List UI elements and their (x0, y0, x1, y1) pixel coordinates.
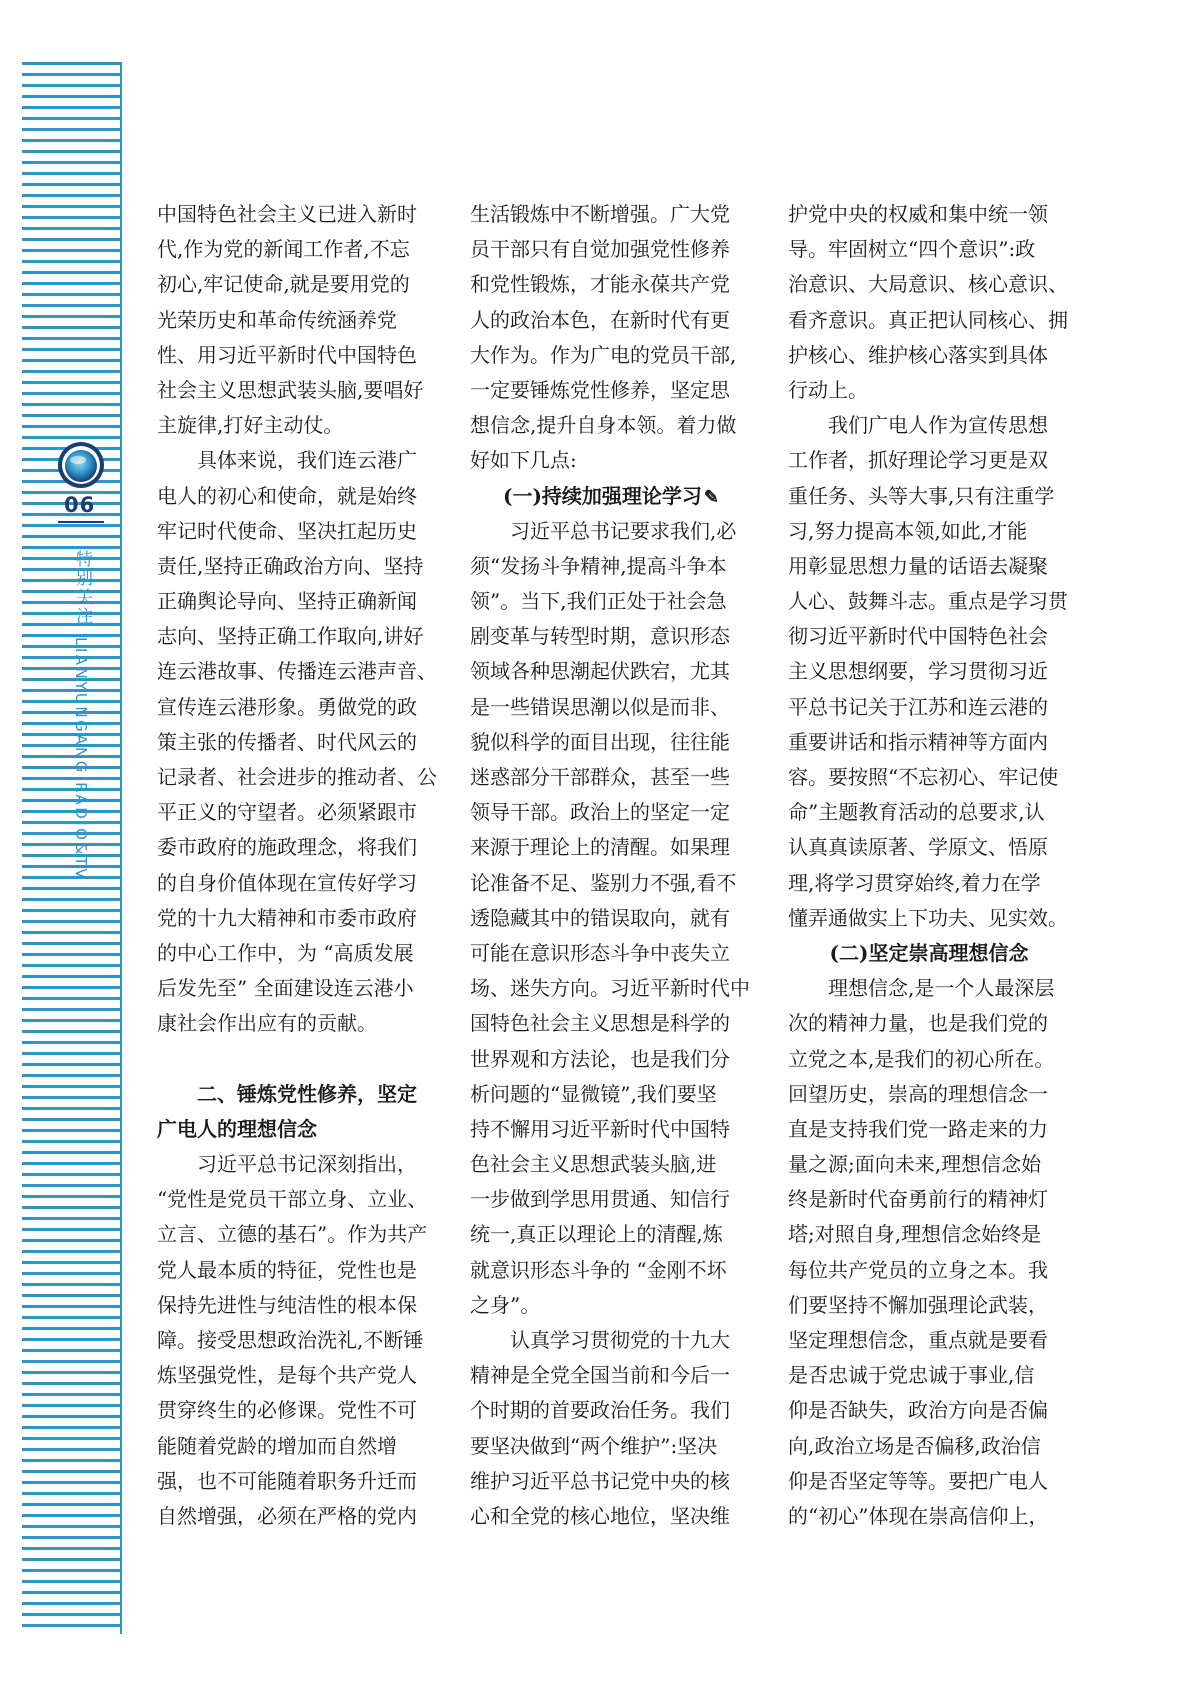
text-line: 障。接受思想政治洗礼,不断锤 (157, 1328, 424, 1352)
text-line: 立言、立德的基石”。作为共产 (157, 1222, 428, 1247)
text-line: 一步做到学思用贯通、知信行 (470, 1187, 730, 1212)
text-line: 透隐藏其中的错误取向，就有 (470, 905, 730, 930)
text-line: 的“初心”体现在崇高信仰上， (788, 1503, 1049, 1528)
text-line: 懂弄通做实上下功夫、见实效。 (788, 905, 1068, 930)
paragraph-gap (157, 1042, 439, 1077)
text-line: 习近平总书记深刻指出， (197, 1152, 417, 1177)
text-line: 要坚决做到“两个维护”:坚决 (470, 1433, 718, 1458)
text-line: 彻习近平新时代中国特色社会 (788, 624, 1048, 649)
text-line: 坚定理想信念，重点就是要看 (788, 1328, 1048, 1352)
text-line: 领域各种思潮起伏跌宕，尤其 (470, 659, 730, 684)
section-heading-line: 二、锤炼党性修养，坚定 (197, 1081, 417, 1106)
text-line: 就意识形态斗争的 “金刚不坏 (470, 1257, 727, 1282)
text-line: 性、用习近平新时代中国特色 (157, 342, 417, 367)
text-line: 护核心、维护核心落实到具体 (788, 342, 1048, 367)
text-line: 习近平总书记要求我们,必 (510, 518, 737, 543)
text-line: 论准备不足、鉴别力不强,看不 (470, 870, 737, 895)
text-line: 理,将学习贯穿始终,着力在学 (788, 870, 1041, 895)
text-line: 主旋律,打好主动仗。 (157, 413, 344, 438)
text-line: 的自身价值体现在宣传好学习 (157, 870, 417, 895)
text-line: 容。要按照“不忘初心、牢记使 (788, 765, 1059, 789)
text-line: 之身”。 (470, 1292, 541, 1317)
text-line: 党的十九大精神和市委市政府 (157, 905, 417, 930)
text-line: 大作为。作为广电的党员干部, (470, 342, 737, 367)
pen-icon: ✎ (703, 486, 720, 508)
text-line: 世界观和方法论，也是我们分 (470, 1046, 730, 1071)
text-line: 析问题的“显微镜”,我们要坚 (470, 1081, 717, 1106)
text-line: 平总书记关于江苏和连云港的 (788, 694, 1048, 719)
text-line: 次的精神力量，也是我们党的 (788, 1011, 1048, 1036)
text-line: 初心,牢记使命,就是要用党的 (157, 272, 410, 297)
text-line: 每位共产党员的立身之本。我 (788, 1257, 1048, 1282)
text-line: 直是支持我们党一路走来的力 (788, 1116, 1048, 1141)
text-line: 强，也不可能随着职务升迁而 (157, 1468, 417, 1493)
section-heading-line: (一)持续加强理论学习 ✎ (470, 479, 752, 514)
text-line: 命”主题教育活动的总要求,认 (788, 800, 1045, 825)
text-line: 正确舆论导向、坚持正确新闻 (157, 589, 417, 614)
text-line: 可能在意识形态斗争中丧失立 (470, 940, 730, 965)
text-line: 回望历史，崇高的理想信念一 (788, 1081, 1048, 1106)
text-line: 塔;对照自身,理想信念始终是 (788, 1222, 1042, 1247)
text-line: 炼坚强党性，是每个共产党人 (157, 1363, 417, 1388)
text-line: 向,政治立场是否偏移,政治信 (788, 1433, 1041, 1458)
text-line: 一定要锤炼党性修养，坚定思 (470, 377, 730, 402)
text-line: 好如下几点: (470, 448, 577, 473)
text-line: 仰是否坚定等等。要把广电人 (788, 1468, 1048, 1493)
text-line: 和党性锻炼，才能永葆共产党 (470, 272, 730, 297)
text-line: 工作者，抓好理论学习更是双 (788, 448, 1048, 473)
text-line: 策主张的传播者、时代风云的 (157, 729, 417, 754)
text-line: 看齐意识。真正把认同核心、拥 (788, 307, 1068, 332)
text-line: 委市政府的施政理念，将我们 (157, 835, 417, 860)
text-line: 生活锻炼中不断增强。广大党 (470, 202, 730, 226)
text-column-2 (470, 197, 752, 1534)
text-line: 须“发扬斗争精神,提高斗争本 (470, 553, 727, 578)
text-line: 光荣历史和革命传统涵养党 (157, 307, 397, 332)
text-line: 能随着党龄的增加而自然增 (157, 1433, 397, 1458)
text-line: 貌似科学的面目出现，往往能 (470, 729, 730, 754)
text-line: 人心、鼓舞斗志。重点是学习贯 (788, 589, 1068, 614)
text-line: 康社会作出应有的贡献。 (157, 1011, 377, 1036)
text-line: 精神是全党全国当前和今后一 (470, 1363, 730, 1388)
text-line: 记录者、社会进步的推动者、公 (157, 765, 437, 789)
text-line: 用彰显思想力量的话语去凝聚 (788, 553, 1048, 578)
text-line: 牢记时代使命、坚决扛起历史 (157, 518, 417, 543)
text-line: 志向、坚持正确工作取向,讲好 (157, 624, 424, 649)
text-line: 认真真读原著、学原文、悟原 (788, 835, 1048, 860)
text-line: 社会主义思想武装头脑,要唱好 (157, 377, 424, 402)
text-line: 代,作为党的新闻工作者,不忘 (157, 237, 410, 262)
text-line: 平正义的守望者。必须紧跟市 (157, 800, 417, 825)
text-line: 们要坚持不懈加强理论武装， (788, 1292, 1048, 1317)
text-line: 统一,真正以理论上的清醒,炼 (470, 1222, 723, 1247)
text-line: 理想信念,是一个人最深层 (828, 976, 1055, 1001)
text-line: 认真学习贯彻党的十九大 (510, 1328, 730, 1352)
section-label: 特别关注 (72, 550, 92, 626)
text-line: 我们广电人作为宣传思想 (828, 413, 1048, 438)
text-line: 人的政治本色，在新时代有更 (470, 307, 730, 332)
text-line: 贯穿终生的必修课。党性不可 (157, 1398, 417, 1423)
text-line: 后发先至” 全面建设连云港小 (157, 976, 414, 1001)
section-heading-line: (二)坚定崇高理想信念 (829, 940, 1029, 965)
text-line: 的中心工作中，为 “高质发展 (157, 940, 414, 965)
text-line: 剧变革与转型时期，意识形态 (470, 624, 730, 649)
page-number: 06 (64, 493, 96, 517)
text-line: 责任,坚持正确政治方向、坚持 (157, 553, 424, 578)
text-line: 自然增强，必须在严格的党内 (157, 1503, 417, 1528)
text-line: 党人最本质的特征，党性也是 (157, 1257, 417, 1282)
text-line: 电人的初心和使命，就是始终 (157, 483, 417, 508)
text-line: “党性是党员干部立身、立业、 (157, 1187, 428, 1212)
text-line: 场、迷失方向。习近平新时代中 (470, 976, 750, 1001)
text-line: 领”。当下,我们正处于社会急 (470, 589, 727, 614)
text-line: 心和全党的核心地位，坚决维 (470, 1503, 730, 1528)
text-line: 治意识、大局意识、核心意识、 (788, 272, 1068, 297)
text-line: 领导干部。政治上的坚定一定 (470, 800, 730, 825)
page-number-underline (58, 521, 104, 523)
text-line: 具体来说，我们连云港广 (197, 448, 417, 473)
circle-logo-icon (56, 440, 106, 490)
text-column-1 (157, 197, 439, 1534)
text-line: 是一些错误思潮以似是而非、 (470, 694, 730, 719)
text-line: 国特色社会主义思想是科学的 (470, 1011, 730, 1036)
text-line: 持不懈用习近平新时代中国特 (470, 1116, 730, 1141)
text-line: 量之源;面向未来,理想信念始 (788, 1152, 1042, 1177)
text-column-3 (788, 197, 1070, 1534)
text-line: 个时期的首要政治任务。我们 (470, 1398, 730, 1423)
text-line: 员干部只有自觉加强党性修养 (470, 237, 730, 262)
text-line: 中国特色社会主义已进入新时 (157, 202, 417, 226)
section-heading-line: 广电人的理想信念 (157, 1116, 317, 1141)
text-line: 重要讲话和指示精神等方面内 (788, 729, 1048, 754)
text-line: 立党之本,是我们的初心所在。 (788, 1046, 1055, 1071)
text-line: 仰是否缺失，政治方向是否偏 (788, 1398, 1048, 1423)
text-line: 色社会主义思想武装头脑,进 (470, 1152, 717, 1177)
text-line: 迷惑部分干部群众，甚至一些 (470, 765, 730, 789)
text-line: 维护习近平总书记党中央的核 (470, 1468, 730, 1493)
brand-label: LIANYUNGANG RADIO&TV (72, 637, 90, 882)
text-line: 重任务、头等大事,只有注重学 (788, 483, 1055, 508)
text-line: 导。牢固树立“四个意识”:政 (788, 237, 1036, 262)
text-line: 主义思想纲要，学习贯彻习近 (788, 659, 1048, 684)
text-line: 想信念,提升自身本领。着力做 (470, 413, 737, 438)
text-line: 宣传连云港形象。勇做党的政 (157, 694, 417, 719)
side-stripe-edge (120, 62, 122, 1634)
text-line: 保持先进性与纯洁性的根本保 (157, 1292, 417, 1317)
text-line: 来源于理论上的清醒。如果理 (470, 835, 730, 860)
text-line: 是否忠诚于党忠诚于事业,信 (788, 1363, 1035, 1388)
text-line: 护党中央的权威和集中统一领 (788, 202, 1048, 226)
text-line: 连云港故事、传播连云港声音、 (157, 659, 437, 684)
text-line: 终是新时代奋勇前行的精神灯 (788, 1187, 1048, 1212)
text-line: 习,努力提高本领,如此,才能 (788, 518, 1028, 543)
text-line: 行动上。 (788, 377, 868, 402)
